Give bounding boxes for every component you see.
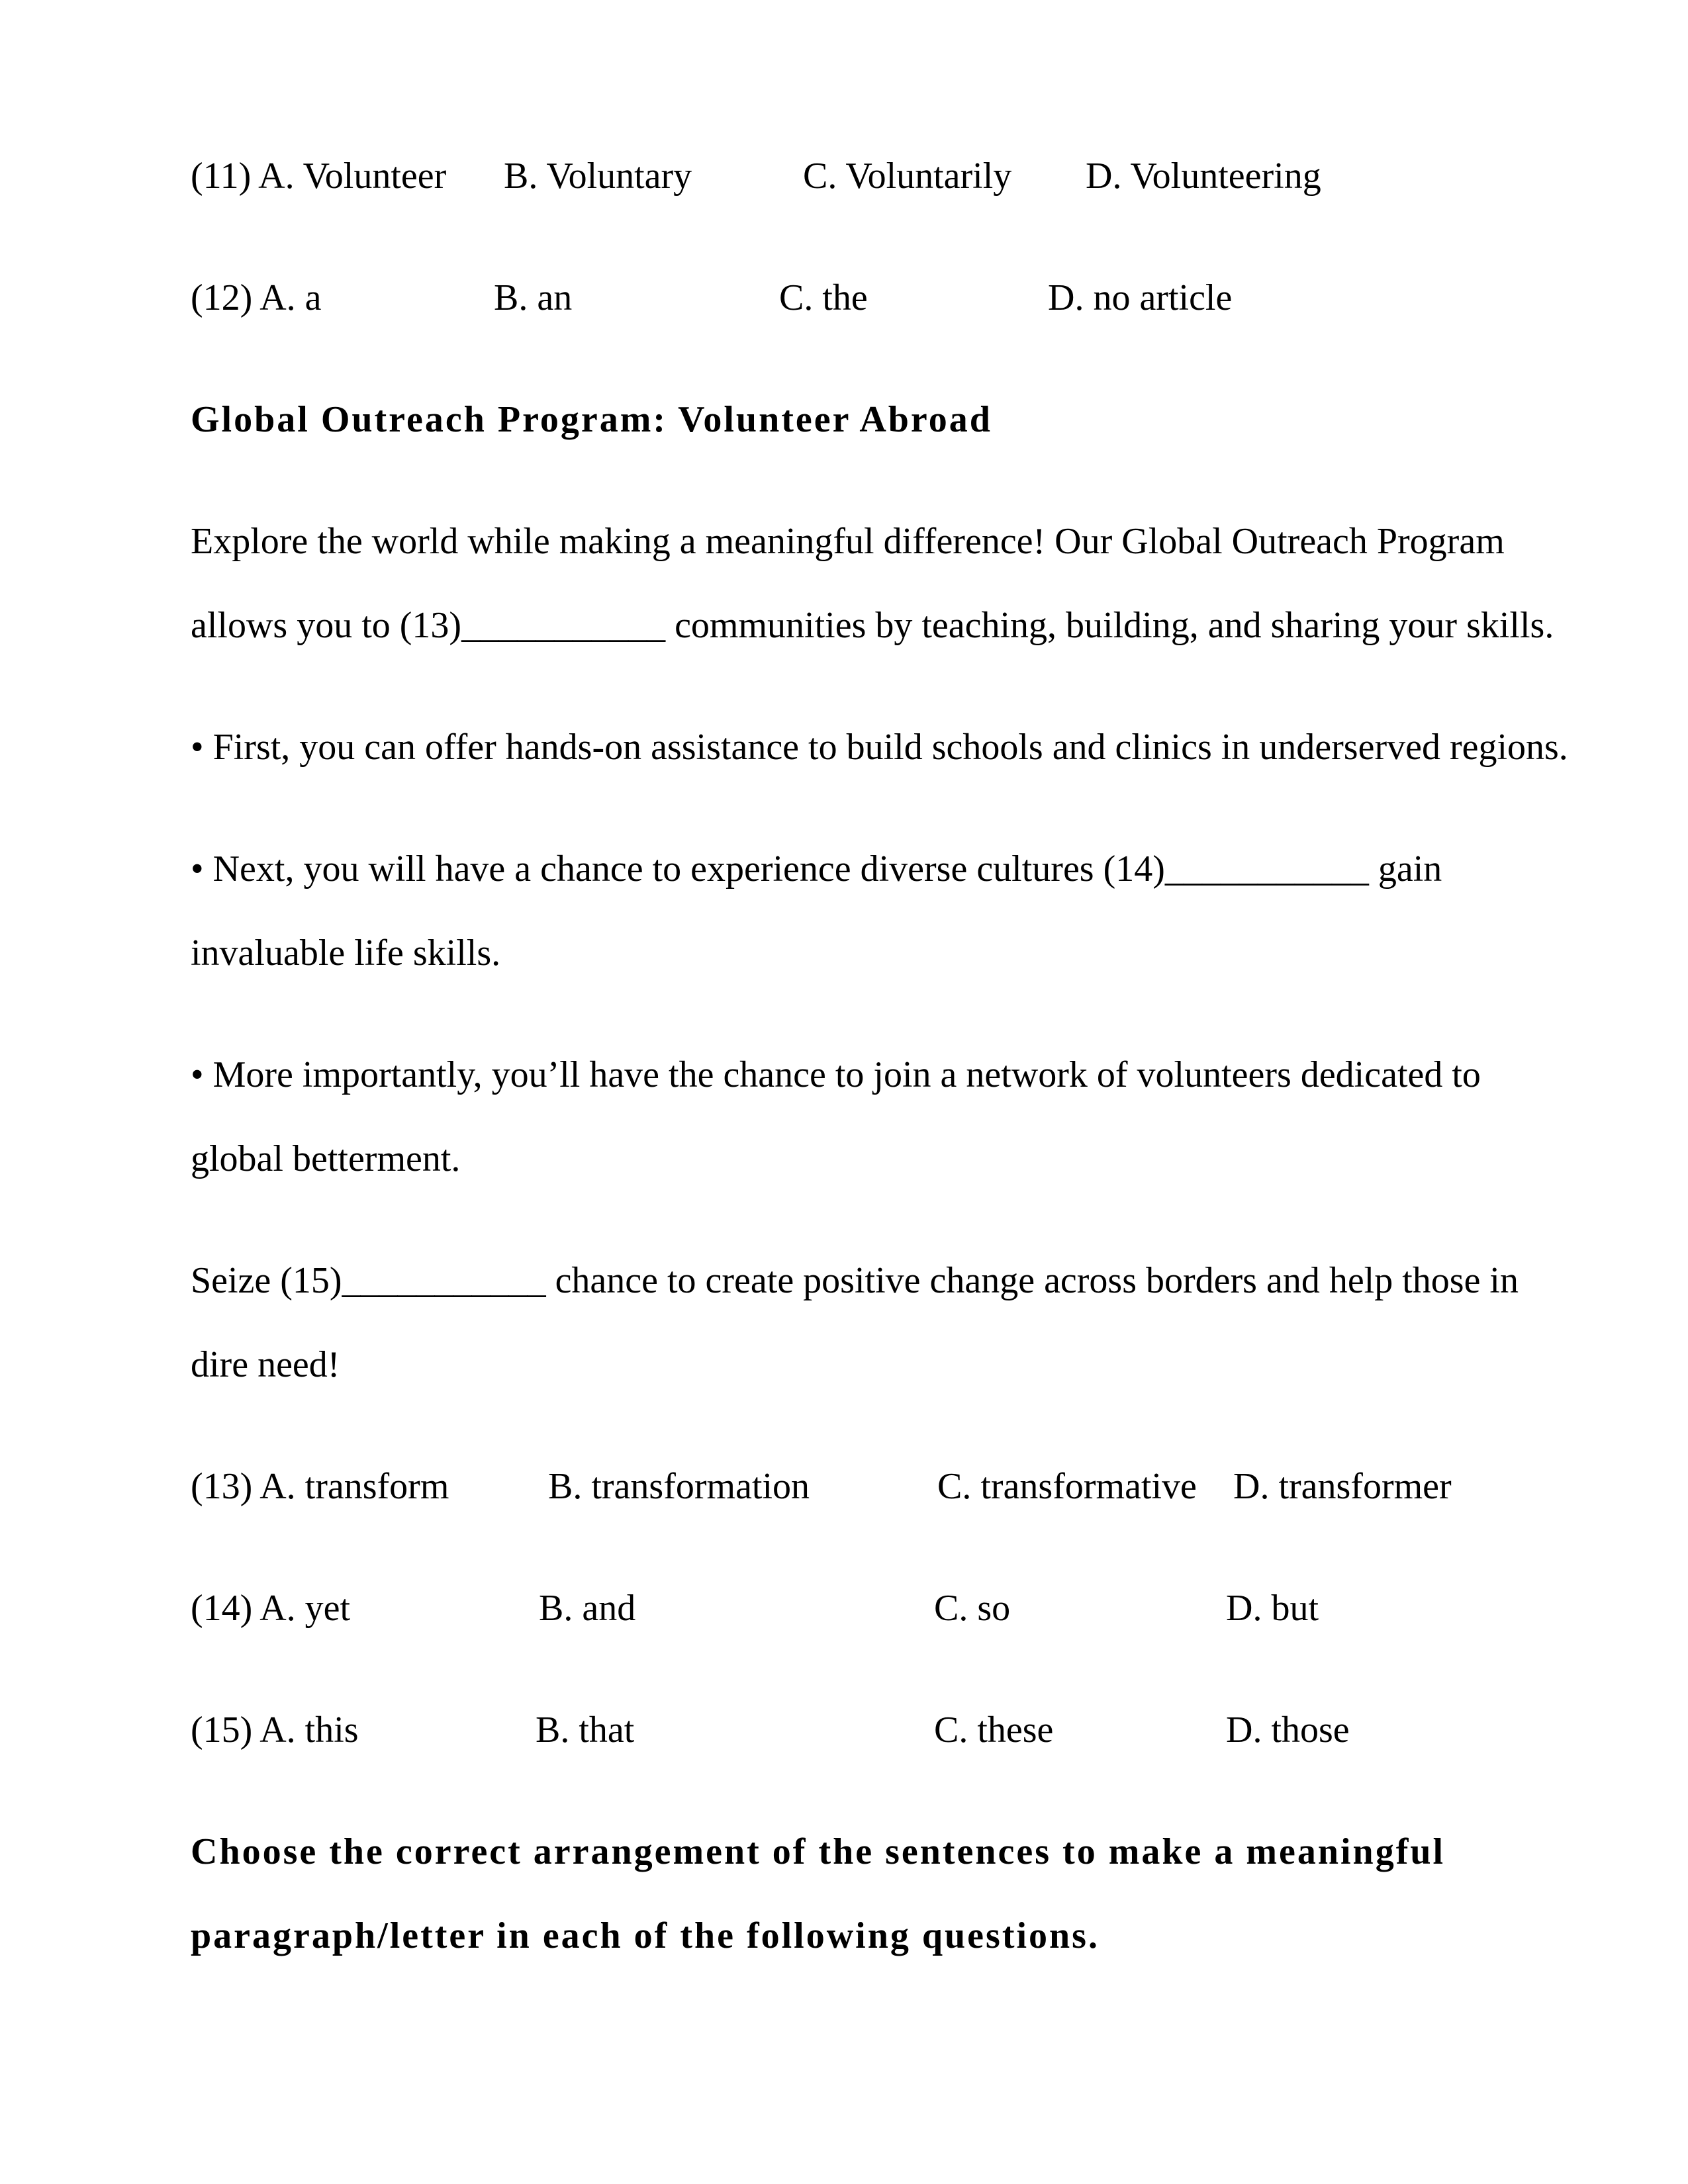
question-13-number: (13): [191, 1466, 253, 1507]
question-row-11: [191, 134, 1628, 218]
instruction-line-2: paragraph/letter in each of the following questions.: [191, 1915, 1100, 1956]
question-13-option-a: [191, 1466, 449, 1507]
question-15-option-b: B. that: [536, 1709, 635, 1751]
question-11-number: (11): [191, 156, 252, 197]
instruction-paragraph: [191, 1810, 1628, 1978]
question-15-number: (15): [191, 1709, 253, 1751]
bullet-next-line-1: • Next, you will have a chance to experience diverse cultures (14)___________ gain: [191, 848, 1442, 889]
bullet-next-line-2: invaluable life skills.: [191, 933, 501, 974]
bullet-first-line-1: • First, you can offer hands-on assistance to build schools and clinics in underserved regions.: [191, 727, 1568, 768]
question-11-option-c: C. Voluntarily: [803, 156, 1012, 197]
question-row-15: [191, 1688, 1628, 1772]
question-row-12: [191, 256, 1628, 340]
question-12-number: (12): [191, 277, 253, 318]
bullet-more-line-1: • More importantly, you’ll have the chance to join a network of volunteers dedicated to: [191, 1054, 1481, 1095]
question-12-option-b: B. an: [494, 277, 573, 318]
bullet-item-more-importantly: [191, 1033, 1628, 1201]
question-14-option-a-label: A. yet: [259, 1588, 351, 1629]
question-11-option-a-label: A. Volunteer: [258, 156, 447, 197]
question-15-option-a-label: A. this: [259, 1709, 359, 1751]
closing-paragraph: [191, 1239, 1628, 1407]
question-13-option-b: B. transformation: [548, 1466, 810, 1507]
question-15-option-a: [191, 1709, 359, 1751]
question-11-option-b: B. Voluntary: [504, 156, 692, 197]
question-13-option-a-label: A. transform: [259, 1466, 449, 1507]
question-row-13: [191, 1445, 1628, 1529]
question-12-option-a: [191, 277, 322, 318]
question-14-option-c: C. so: [934, 1588, 1011, 1629]
question-14-option-d: D. but: [1226, 1588, 1319, 1629]
intro-line-1: Explore the world while making a meaningful difference! Our Global Outreach Program: [191, 521, 1505, 562]
intro-line-2: allows you to (13)___________ communities by teaching, building, and sharing your skills.: [191, 605, 1554, 646]
closing-line-2: dire need!: [191, 1344, 340, 1385]
bullet-item-first: [191, 705, 1628, 790]
question-15-option-d: D. those: [1226, 1709, 1350, 1751]
bullet-item-next: [191, 827, 1628, 995]
question-12-option-d: D. no article: [1048, 277, 1233, 318]
question-12-option-c: C. the: [779, 277, 868, 318]
section-heading: Global Outreach Program: Volunteer Abroad: [191, 399, 992, 440]
question-13-option-d: D. transformer: [1233, 1466, 1452, 1507]
intro-paragraph: [191, 500, 1628, 668]
question-15-option-c: C. these: [934, 1709, 1054, 1751]
question-13-option-c: C. transformative: [937, 1466, 1197, 1507]
question-14-option-a: [191, 1588, 350, 1629]
instruction-line-1: Choose the correct arrangement of the sentences to make a meaningful: [191, 1831, 1446, 1872]
question-row-14: [191, 1567, 1628, 1651]
question-14-number: (14): [191, 1588, 253, 1629]
question-14-option-b: B. and: [539, 1588, 636, 1629]
question-12-option-a-label: A. a: [259, 277, 322, 318]
closing-line-1: Seize (15)___________ chance to create positive change across borders and help those in: [191, 1260, 1519, 1301]
question-11-option-d: D. Volunteering: [1086, 156, 1321, 197]
question-11-option-a: [191, 156, 446, 197]
bullet-more-line-2: global betterment.: [191, 1138, 461, 1179]
